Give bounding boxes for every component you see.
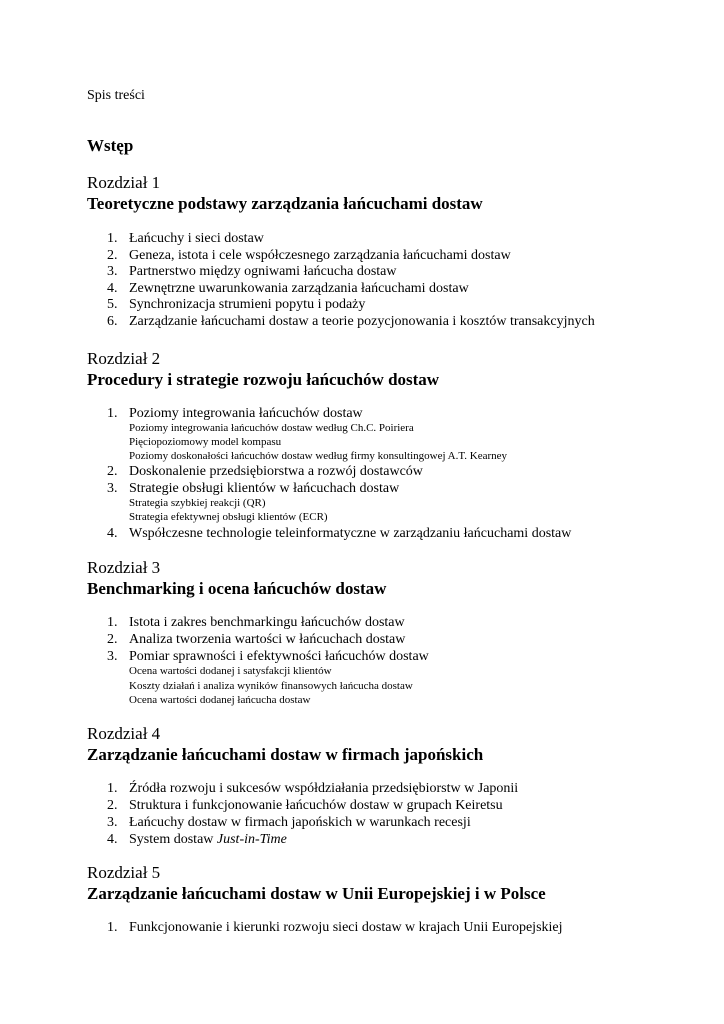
italic-term: Just-in-Time [216, 832, 287, 847]
chapter-1-title: Teoretyczne podstawy zarządzania łańcuchami dostaw [87, 194, 483, 213]
intro-heading: Wstęp [87, 136, 134, 155]
sub-item: Ocena wartości dodanej i satysfakcji klientów [129, 665, 332, 677]
list-item: 4. Współczesne technologie teleinformatyczne w zarządzaniu łańcuchami dostaw [107, 526, 572, 541]
chapter-2-label: Rozdział 2 [87, 349, 161, 368]
list-item: 3. Pomiar sprawności i efektywności łańcuchów dostaw [107, 649, 429, 664]
list-item: 3. Partnerstwo między ogniwami łańcucha dostaw [107, 264, 397, 279]
list-item: 1. Poziomy integrowania łańcuchów dostaw [107, 406, 363, 421]
chapter-3-label: Rozdział 3 [87, 558, 161, 577]
list-item: 4. Zewnętrzne uwarunkowania zarządzania łańcuchami dostaw [107, 281, 469, 296]
sub-item: Poziomy integrowania łańcuchów dostaw według Ch.C. Poiriera [129, 422, 414, 434]
chapter-1-label: Rozdział 1 [87, 173, 161, 192]
list-item: 2. Analiza tworzenia wartości w łańcuchach dostaw [107, 632, 406, 647]
list-item: 2. Struktura i funkcjonowanie łańcuchów dostaw w grupach Keiretsu [107, 798, 503, 813]
chapter-4-title: Zarządzanie łańcuchami dostaw w firmach japońskich [87, 745, 484, 764]
list-item: 3. Łańcuchy dostaw w firmach japońskich w warunkach recesji [107, 815, 471, 830]
sub-item: Ocena wartości dodanej łańcucha dostaw [129, 694, 311, 706]
list-item: 1. Łańcuchy i sieci dostaw [107, 231, 264, 246]
list-item: 1. Funkcjonowanie i kierunki rozwoju sieci dostaw w krajach Unii Europejskiej [107, 920, 563, 935]
list-item: 5. Synchronizacja strumieni popytu i podaży [107, 297, 366, 312]
sub-item: Koszty działań i analiza wyników finansowych łańcucha dostaw [129, 680, 413, 692]
chapter-5-title: Zarządzanie łańcuchami dostaw w Unii Europejskiej i w Polsce [87, 884, 546, 903]
list-item: 1. Źródła rozwoju i sukcesów współdziałania przedsiębiorstw w Japonii [107, 781, 519, 796]
list-item: 3. Strategie obsługi klientów w łańcuchach dostaw [107, 481, 400, 496]
sub-item: Poziomy doskonałości łańcuchów dostaw według firmy konsultingowej A.T. Kearney [129, 450, 508, 462]
list-item: 2. Doskonalenie przedsiębiorstwa a rozwój dostawców [107, 464, 423, 479]
toc-title: Spis treści [87, 88, 145, 103]
chapter-2-title: Procedury i strategie rozwoju łańcuchów dostaw [87, 370, 440, 389]
sub-item: Strategia efektywnej obsługi klientów (ECR) [129, 511, 328, 523]
list-item: 4. System dostaw Just-in-Time [107, 832, 287, 847]
list-item: 1. Istota i zakres benchmarkingu łańcuchów dostaw [107, 615, 405, 630]
sub-item: Strategia szybkiej reakcji (QR) [129, 497, 266, 509]
list-item: 6. Zarządzanie łańcuchami dostaw a teorie pozycjonowania i kosztów transakcyjnych [107, 314, 595, 329]
list-item: 2. Geneza, istota i cele współczesnego zarządzania łańcuchami dostaw [107, 248, 511, 263]
chapter-4-label: Rozdział 4 [87, 724, 161, 743]
chapter-3-title: Benchmarking i ocena łańcuchów dostaw [87, 579, 387, 598]
chapter-5-label: Rozdział 5 [87, 863, 161, 882]
sub-item: Pięciopoziomowy model kompasu [129, 436, 282, 448]
